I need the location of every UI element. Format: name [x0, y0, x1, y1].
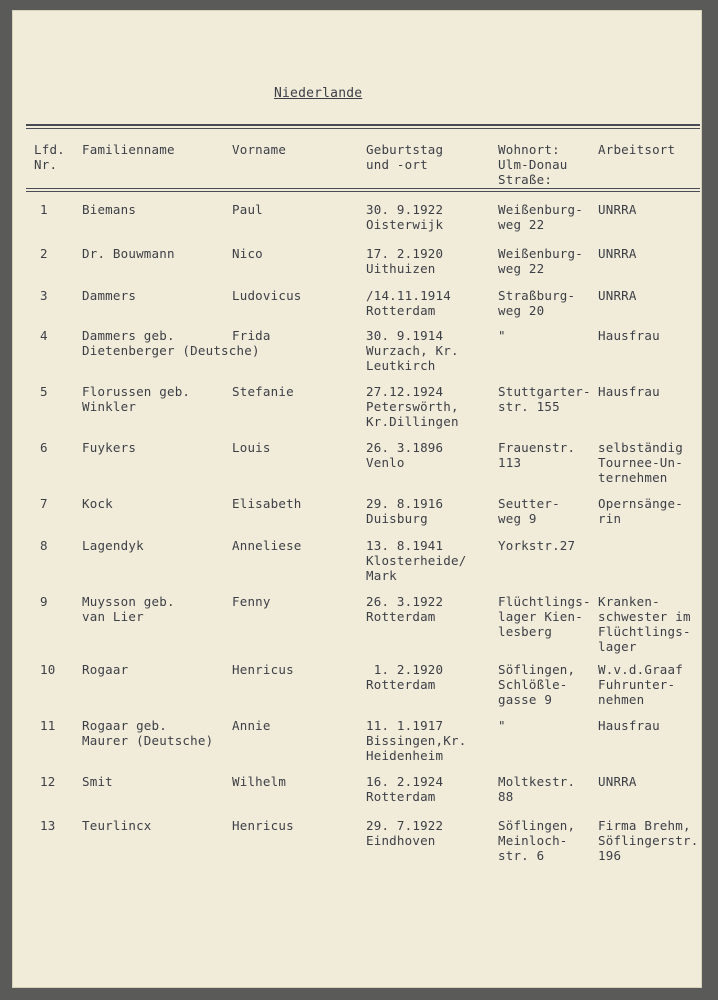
wohnort-cell: Frauenstr. 113	[498, 440, 576, 470]
geburt-cell: 30. 9.1914 Wurzach, Kr. Leutkirch	[366, 328, 459, 373]
document-page	[12, 10, 702, 988]
row-number: 10	[40, 662, 56, 677]
vorname-cell: Wilhelm	[232, 774, 287, 789]
arbeitsort-cell: W.v.d.Graaf Fuhrunter- nehmen	[598, 662, 683, 707]
familienname-cell: Lagendyk	[82, 538, 144, 553]
wohnort-cell: "	[498, 328, 506, 343]
header-rule-bottom-inner	[26, 191, 700, 192]
arbeitsort-cell: Opernsänge- rin	[598, 496, 683, 526]
geburt-cell: 13. 8.1941 Klosterheide/ Mark	[366, 538, 467, 583]
vorname-cell: Ludovicus	[232, 288, 302, 303]
table-row	[12, 328, 702, 388]
familienname-cell: Biemans	[82, 202, 137, 217]
row-number: 1	[40, 202, 48, 217]
arbeitsort-cell: selbständig Tournee-Un- ternehmen	[598, 440, 683, 485]
wohnort-cell: Weißenburg- weg 22	[498, 202, 583, 232]
familienname-cell: Teurlincx	[82, 818, 152, 833]
wohnort-cell: Söflingen, Meinloch- str. 6	[498, 818, 576, 863]
row-number: 6	[40, 440, 48, 455]
column-header-lfd-nr: Lfd. Nr.	[34, 142, 65, 172]
wohnort-cell: "	[498, 718, 506, 733]
geburt-cell: 27.12.1924 Peterswörth, Kr.Dillingen	[366, 384, 459, 429]
header-rule-top-inner	[26, 128, 700, 129]
arbeitsort-cell: Firma Brehm, Söflingerstr. 196	[598, 818, 699, 863]
table-row	[12, 594, 702, 654]
vorname-cell: Henricus	[232, 662, 294, 677]
geburt-cell: 30. 9.1922 Oisterwijk	[366, 202, 444, 232]
arbeitsort-cell: UNRRA	[598, 246, 637, 261]
column-header-wohnort: Wohnort: Ulm-Donau Straße:	[498, 142, 568, 187]
geburt-cell: 29. 7.1922 Eindhoven	[366, 818, 444, 848]
column-header-familienname: Familienname	[82, 142, 175, 157]
arbeitsort-cell: Kranken- schwester im Flüchtlings- lager	[598, 594, 691, 654]
wohnort-cell: Yorkstr.27	[498, 538, 576, 553]
vorname-cell: Henricus	[232, 818, 294, 833]
wohnort-cell: Straßburg- weg 20	[498, 288, 576, 318]
familienname-cell: Dammers geb. Dietenberger (Deutsche)	[82, 328, 260, 358]
vorname-cell: Paul	[232, 202, 263, 217]
row-number: 9	[40, 594, 48, 609]
table-row	[12, 718, 702, 778]
wohnort-cell: Stuttgarter- str. 155	[498, 384, 591, 414]
geburt-cell: 26. 3.1922 Rotterdam	[366, 594, 444, 624]
vorname-cell: Frida	[232, 328, 271, 343]
vorname-cell: Stefanie	[232, 384, 294, 399]
vorname-cell: Fenny	[232, 594, 271, 609]
header-rule-bottom	[26, 188, 700, 189]
vorname-cell: Louis	[232, 440, 271, 455]
row-number: 8	[40, 538, 48, 553]
wohnort-cell: Söflingen, Schlößle- gasse 9	[498, 662, 576, 707]
familienname-cell: Rogaar	[82, 662, 129, 677]
geburt-cell: 29. 8.1916 Duisburg	[366, 496, 444, 526]
header-rule-top	[26, 124, 700, 126]
column-header-geburt: Geburtstag und -ort	[366, 142, 444, 172]
row-number: 3	[40, 288, 48, 303]
familienname-cell: Muysson geb. van Lier	[82, 594, 175, 624]
wohnort-cell: Seutter- weg 9	[498, 496, 560, 526]
table-row	[12, 440, 702, 500]
vorname-cell: Elisabeth	[232, 496, 302, 511]
page-title: Niederlande	[274, 86, 363, 101]
row-number: 11	[40, 718, 56, 733]
wohnort-cell: Moltkestr. 88	[498, 774, 576, 804]
row-number: 7	[40, 496, 48, 511]
familienname-cell: Fuykers	[82, 440, 137, 455]
arbeitsort-cell: Hausfrau	[598, 718, 660, 733]
row-number: 12	[40, 774, 56, 789]
column-header-arbeitsort: Arbeitsort	[598, 142, 676, 157]
wohnort-cell: Flüchtlings- lager Kien- lesberg	[498, 594, 591, 639]
row-number: 13	[40, 818, 56, 833]
vorname-cell: Anneliese	[232, 538, 302, 553]
familienname-cell: Rogaar geb. Maurer (Deutsche)	[82, 718, 214, 748]
familienname-cell: Dr. Bouwmann	[82, 246, 175, 261]
geburt-cell: 11. 1.1917 Bissingen,Kr. Heidenheim	[366, 718, 467, 763]
row-number: 5	[40, 384, 48, 399]
familienname-cell: Kock	[82, 496, 113, 511]
vorname-cell: Annie	[232, 718, 271, 733]
arbeitsort-cell: Hausfrau	[598, 384, 660, 399]
table-row	[12, 384, 702, 444]
table-row	[12, 538, 702, 598]
familienname-cell: Dammers	[82, 288, 137, 303]
column-header-vorname: Vorname	[232, 142, 287, 157]
geburt-cell: 26. 3.1896 Venlo	[366, 440, 444, 470]
arbeitsort-cell: UNRRA	[598, 288, 637, 303]
arbeitsort-cell: UNRRA	[598, 202, 637, 217]
familienname-cell: Florussen geb. Winkler	[82, 384, 191, 414]
row-number: 2	[40, 246, 48, 261]
geburt-cell: 16. 2.1924 Rotterdam	[366, 774, 444, 804]
wohnort-cell: Weißenburg- weg 22	[498, 246, 583, 276]
arbeitsort-cell: UNRRA	[598, 774, 637, 789]
arbeitsort-cell: Hausfrau	[598, 328, 660, 343]
familienname-cell: Smit	[82, 774, 113, 789]
geburt-cell: 1. 2.1920 Rotterdam	[366, 662, 444, 692]
geburt-cell: /14.11.1914 Rotterdam	[366, 288, 451, 318]
table-row	[12, 818, 702, 878]
row-number: 4	[40, 328, 48, 343]
geburt-cell: 17. 2.1920 Uithuizen	[366, 246, 444, 276]
vorname-cell: Nico	[232, 246, 263, 261]
table-row	[12, 662, 702, 722]
